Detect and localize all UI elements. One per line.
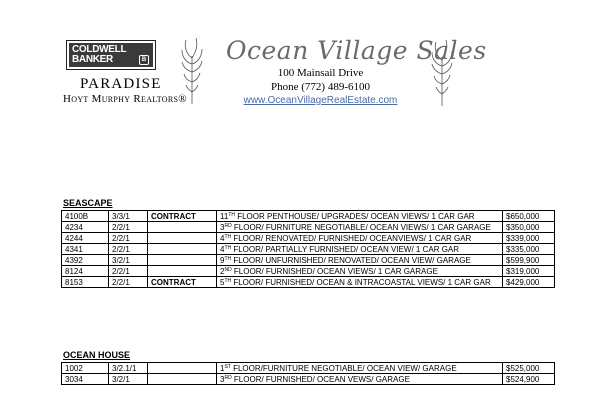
listing-table-seascape	[61, 210, 555, 288]
brokerage-name: PARADISE	[80, 76, 162, 92]
status-cell: CONTRACT	[148, 211, 217, 222]
listing-table-ocean-house	[61, 362, 555, 385]
floor-number: 9	[220, 255, 225, 265]
unit-cell: 4244	[62, 233, 109, 244]
description-cell	[217, 255, 503, 266]
price-cell: $339,000	[503, 233, 555, 244]
table-row	[62, 266, 555, 277]
description-text: FLOOR/ PARTIALLY FURNISHED/ OCEAN VIEW/ 1 CAR GAR	[231, 244, 460, 254]
logo-line-2: BANKER	[72, 54, 113, 65]
price-cell: $429,000	[503, 277, 555, 288]
price-cell: $599,900	[503, 255, 555, 266]
description-cell	[217, 222, 503, 233]
status-cell	[148, 255, 217, 266]
description-cell	[217, 233, 503, 244]
floor-ordinal: TH	[224, 244, 232, 251]
floor-number: 1	[220, 363, 225, 373]
floor-ordinal: ST	[224, 363, 231, 370]
unit-cell: 1002	[62, 363, 109, 374]
unit-cell: 8124	[62, 266, 109, 277]
page-title: Ocean Village Sales	[226, 36, 487, 65]
status-cell	[148, 222, 217, 233]
size-cell: 3/3/1	[109, 211, 148, 222]
floor-number: 3	[220, 374, 225, 384]
table-row	[62, 277, 555, 288]
floor-number: 3	[220, 222, 225, 232]
description-cell	[217, 277, 503, 288]
floor-number: 4	[220, 244, 225, 254]
unit-cell: 8153	[62, 277, 109, 288]
description-cell	[217, 266, 503, 277]
size-cell: 2/2/1	[109, 222, 148, 233]
table-row	[62, 222, 555, 233]
description-text: FLOOR PENTHOUSE/ UPGRADES/ OCEAN VIEWS/ 1 CAR GAR	[234, 211, 475, 221]
floor-number: 4	[220, 233, 225, 243]
description-cell	[217, 211, 503, 222]
floor-ordinal: RD	[224, 374, 232, 381]
size-cell: 3/2/1	[109, 255, 148, 266]
description-cell	[217, 374, 503, 385]
description-text: FLOOR/ UNFURNISHED/ RENOVATED/ OCEAN VIEW/ GARAGE	[231, 255, 471, 265]
floor-number: 2	[220, 266, 225, 276]
size-cell: 3/2/1	[109, 374, 148, 385]
size-cell: 2/2/1	[109, 266, 148, 277]
unit-cell: 3034	[62, 374, 109, 385]
floor-ordinal: TH	[224, 277, 232, 284]
price-cell: $350,000	[503, 222, 555, 233]
status-cell	[148, 244, 217, 255]
floor-ordinal: TH	[228, 211, 235, 218]
size-cell: 2/2/1	[109, 277, 148, 288]
floor-ordinal: ND	[224, 266, 232, 273]
description-cell	[217, 244, 503, 255]
size-cell: 2/2/1	[109, 244, 148, 255]
status-cell	[148, 374, 217, 385]
price-cell: $524,900	[503, 374, 555, 385]
status-cell: CONTRACT	[148, 277, 217, 288]
description-text: FLOOR/FURNITURE NEGOTIABLE/ OCEAN VIEW/ GARAGE	[230, 363, 457, 373]
website-link[interactable]: www.OceanVillageRealEstate.com	[243, 95, 398, 106]
description-text: FLOOR/ FURNISHED/ OCEAN & INTRACOASTAL VIEWS/ 1 CAR GAR	[231, 277, 491, 287]
table-row	[62, 363, 555, 374]
status-cell	[148, 266, 217, 277]
price-cell: $650,000	[503, 211, 555, 222]
floor-ordinal: RD	[224, 222, 232, 229]
office-phone: Phone (772) 489-6100	[271, 81, 370, 93]
description-text: FLOOR/ RENOVATED/ FURNISHED/ OCEANVIEWS/ 1 CAR GAR	[231, 233, 472, 243]
office-address: 100 Mainsail Drive	[277, 67, 364, 79]
status-cell	[148, 363, 217, 374]
floor-number: 5	[220, 277, 225, 287]
logo-mark-icon: B	[139, 55, 149, 65]
status-cell	[148, 233, 217, 244]
unit-cell: 4392	[62, 255, 109, 266]
realtors-name: Hoyt Murphy Realtors®	[63, 93, 187, 105]
description-cell	[217, 363, 503, 374]
section-title-ocean-house: OCEAN HOUSE	[63, 350, 131, 360]
coldwell-banker-logo	[66, 40, 156, 70]
description-text: FLOOR/ FURNISHED/ OCEAN VEWS/ GARAGE	[231, 374, 410, 384]
size-cell: 2/2/1	[109, 233, 148, 244]
description-text: FLOOR/ FURNITURE NEGOTIABLE/ OCEAN VIEWS/ 1 CAR GARAGE	[231, 222, 491, 232]
table-row	[62, 374, 555, 385]
floor-number: 11	[220, 211, 229, 221]
floor-ordinal: TH	[224, 255, 232, 262]
description-text: FLOOR/ FURNISHED/ OCEAN VIEWS/ 1 CAR GARAGE	[231, 266, 438, 276]
logo-line-1: COLDWELL	[72, 44, 127, 55]
floor-ordinal: TH	[224, 233, 232, 240]
section-title-seascape: SEASCAPE	[63, 198, 113, 208]
table-row	[62, 233, 555, 244]
unit-cell: 4234	[62, 222, 109, 233]
table-row	[62, 244, 555, 255]
price-cell: $335,000	[503, 244, 555, 255]
unit-cell: 4100B	[62, 211, 109, 222]
price-cell: $525,000	[503, 363, 555, 374]
unit-cell: 4341	[62, 244, 109, 255]
size-cell: 3/2.1/1	[109, 363, 148, 374]
price-cell: $319,000	[503, 266, 555, 277]
table-row	[62, 255, 555, 266]
table-row	[62, 211, 555, 222]
